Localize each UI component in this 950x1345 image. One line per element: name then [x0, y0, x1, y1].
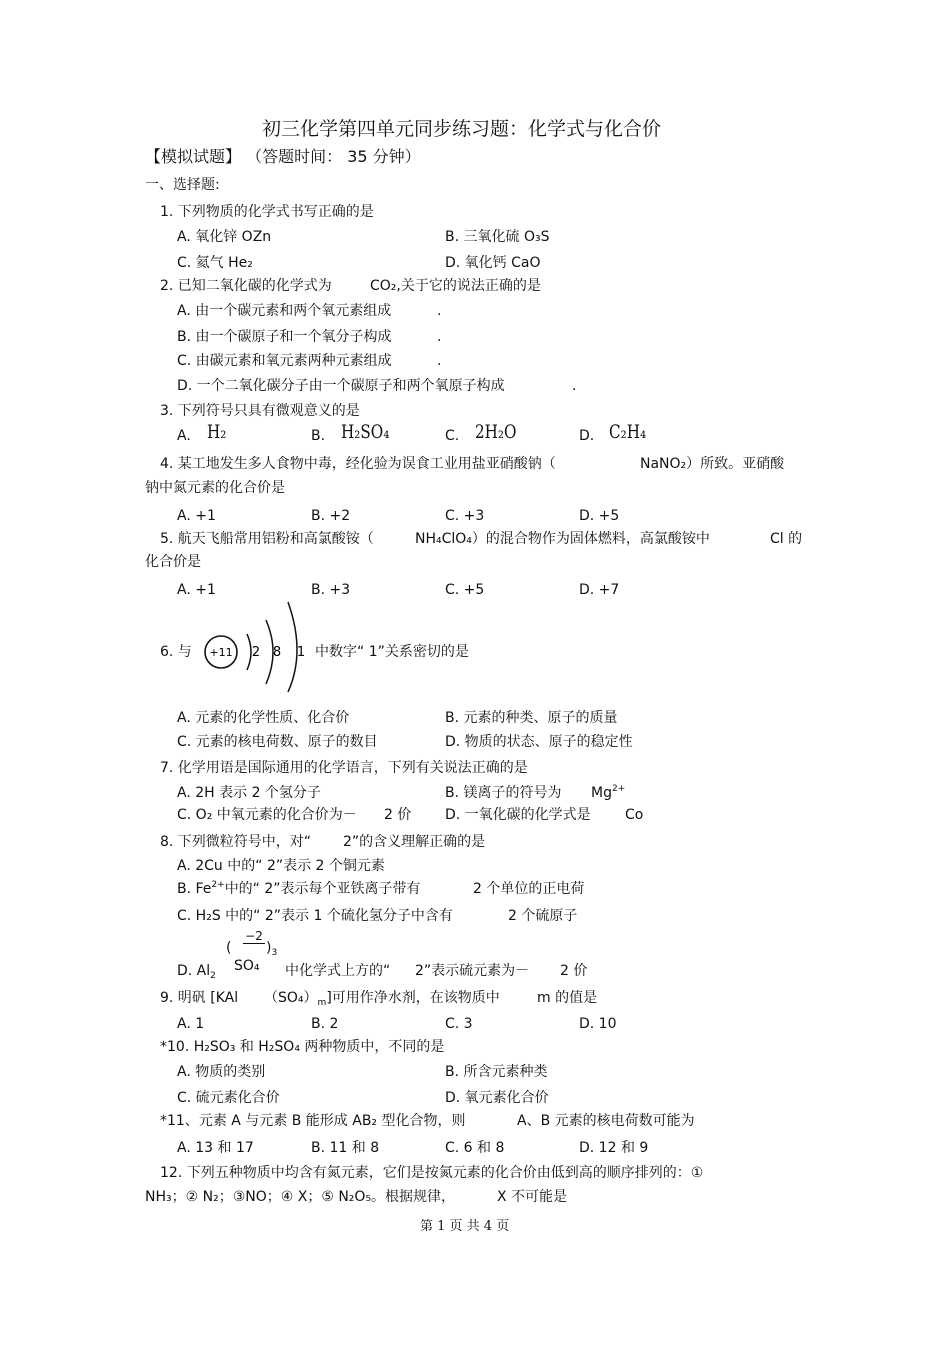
q2-dot-c: .: [437, 353, 442, 369]
q2-stem-a: 2. 已知二氧化碳的化学式为: [160, 278, 332, 294]
q7-option-b-formula: $Mg^{2+}$: [591, 784, 626, 801]
q7-mg-charge: 2+: [611, 784, 626, 794]
q12-stem-b: NH₃；② N₂；③NO；④ X；⑤ N₂O₅。根据规律，: [145, 1189, 456, 1205]
page-footer: 第 1 页 共 4 页: [420, 1219, 510, 1234]
q8-option-b: B. $Fe^{2+}$中的“ 2”表示每个亚铁离子带有: [177, 880, 421, 897]
q10-option-b: B. 所含元素种类: [445, 1064, 548, 1080]
q8-stem-b: 2”的含义理解正确的是: [343, 834, 486, 850]
q7-option-c: C. O₂ 中氧元素的化合价为－: [177, 807, 357, 823]
q11-stem-b: A、B 元素的核电荷数可能为: [517, 1113, 695, 1129]
q12-stem-c: X 不可能是: [497, 1189, 568, 1205]
q4-stem-b: NaNO₂）所致。亚硝酸: [640, 456, 785, 472]
q6-option-c: C. 元素的核电荷数、原子的数目: [177, 734, 378, 750]
q2-stem-b: CO₂,关于它的说法正确的是: [370, 278, 541, 294]
header-tag: 【模拟试题】: [145, 147, 242, 166]
q7-option-c-tail: 2 价: [384, 807, 412, 823]
q1-stem: 1. 下列物质的化学式书写正确的是: [160, 204, 374, 220]
shell-1-electrons: 2: [251, 645, 261, 660]
q9-option-b: B. 2: [311, 1016, 339, 1032]
q11-option-d: D. 12 和 9: [579, 1140, 649, 1156]
q3-formula-c: 2H₂O: [475, 421, 517, 443]
q6-stem-a: 6. 与: [160, 644, 192, 660]
q5-stem-b: NH₄ClO₄）的混合物作为固体燃料，高氯酸铵中: [415, 531, 710, 547]
q8-option-d-text3: 2 价: [560, 963, 588, 979]
q4-stem-c: 钠中氮元素的化合价是: [145, 480, 285, 496]
q1-option-c: C. 氦气 He₂: [177, 255, 253, 271]
q7-option-a: A. 2H 表示 2 个氢分子: [177, 785, 321, 801]
q8-fe-charge: 2+: [211, 880, 225, 890]
q4-option-c: C. +3: [445, 508, 485, 524]
q4-option-b: B. +2: [311, 508, 351, 524]
q8-option-c-tail: 2 个硫原子: [508, 908, 578, 924]
q2-option-b: B. 由一个碳原子和一个氧分子构成: [177, 329, 392, 345]
q6-stem-b: 中数字“ 1”关系密切的是: [315, 644, 469, 660]
q10-option-d: D. 氧元素化合价: [445, 1090, 549, 1106]
q5-option-c: C. +5: [445, 582, 485, 598]
q3-formula-d: C₂H₄: [609, 421, 647, 443]
q9-stem-b: $(SO_4)_m$]可用作净水剂，在该物质中: [264, 990, 500, 1008]
q3-option-b: B.: [311, 428, 326, 444]
q2-dot-b: .: [437, 329, 442, 345]
q3-option-a: A.: [177, 428, 191, 444]
q8-option-c: C. H₂S 中的“ 2”表示 1 个硫化氢分子中含有: [177, 908, 453, 924]
q8-sulfate-formula: SO₄: [234, 958, 260, 974]
q1-option-d: D. 氧化钙 CaO: [445, 255, 541, 271]
electron-shell-1: [247, 634, 251, 670]
q5-option-a: A. +1: [177, 582, 216, 598]
q7-option-b: B. 镁离子的符号为: [445, 785, 562, 801]
q9-option-d: D. 10: [579, 1016, 617, 1032]
q3-formula-a: H₂: [207, 421, 227, 443]
q4-option-a: A. +1: [177, 508, 216, 524]
q6-option-a: A. 元素的化学性质、化合价: [177, 710, 350, 726]
q8-option-d: D. $Al_2$: [177, 963, 216, 981]
q11-option-c: C. 6 和 8: [445, 1140, 505, 1156]
q10-stem: *10. H₂SO₃ 和 H₂SO₄ 两种物质中，不同的是: [160, 1039, 445, 1055]
q11-option-b: B. 11 和 8: [311, 1140, 380, 1156]
q2-option-c: C. 由碳元素和氧元素两种元素组成: [177, 353, 392, 369]
q9-option-c: C. 3: [445, 1016, 473, 1032]
q7-option-d-formula: Co: [625, 807, 644, 823]
q12-stem-a: 12. 下列五种物质中均含有氮元素，它们是按氮元素的化合价由低到高的顺序排列的：①: [160, 1165, 704, 1181]
q1-option-a: A. 氧化锌 OZn: [177, 229, 272, 245]
shell-3-electrons: 1: [296, 645, 306, 660]
nucleus-charge: +11: [209, 646, 233, 659]
q2-dot-a: .: [437, 303, 442, 319]
q9-option-a: A. 1: [177, 1016, 205, 1032]
q8-option-d-text2: 2”表示硫元素为－: [415, 963, 530, 979]
q5-stem-c: Cl 的: [770, 531, 803, 547]
q8-left-paren: (: [226, 940, 232, 956]
electron-shell-3: [288, 602, 297, 692]
q1-option-b: B. 三氧化硫 O₃S: [445, 229, 550, 245]
q8-stem-a: 8. 下列微粒符号中，对“: [160, 834, 312, 850]
q3-stem: 3. 下列符号只具有微观意义的是: [160, 403, 360, 419]
page-title: 初三化学第四单元同步练习题：化学式与化合价: [262, 118, 662, 140]
q7-option-d: D. 一氧化碳的化学式是: [445, 807, 591, 823]
q8-valence-mark: −2: [243, 929, 265, 944]
exam-header: [145, 148, 421, 166]
q3-formula-b: H₂SO₄: [341, 421, 390, 443]
q2-dot-d: .: [572, 378, 577, 394]
shell-2-electrons: 8: [272, 645, 282, 660]
q4-option-d: D. +5: [579, 508, 620, 524]
q2-option-a: A. 由一个碳元素和两个氧元素组成: [177, 303, 392, 319]
q4-stem-a: 4. 某工地发生多人食物中毒，经化验为误食工业用盐亚硝酸钠（: [160, 456, 556, 472]
q7-stem: 7. 化学用语是国际通用的化学语言，下列有关说法正确的是: [160, 760, 528, 776]
q6-option-d: D. 物质的状态、原子的稳定性: [445, 734, 633, 750]
atom-structure-diagram: [200, 598, 312, 696]
q8-option-a: A. 2Cu 中的“ 2”表示 2 个铜元素: [177, 858, 385, 874]
q3-option-c: C.: [445, 428, 460, 444]
header-time: （答题时间：: [246, 147, 343, 166]
q6-option-b: B. 元素的种类、原子的质量: [445, 710, 618, 726]
q10-option-a: A. 物质的类别: [177, 1064, 266, 1080]
header-minutes: 35 分钟）: [347, 147, 421, 166]
q5-option-b: B. +3: [311, 582, 351, 598]
q9-stem-a: 9. 明矾 [KAl: [160, 990, 239, 1006]
q11-stem-a: *11、元素 A 与元素 B 能形成 AB₂ 型化合物，则: [160, 1113, 466, 1129]
q5-option-d: D. +7: [579, 582, 620, 598]
section-title: 一、选择题:: [145, 177, 220, 193]
q8-right-paren: )$_3$: [266, 940, 278, 958]
q9-stem-d: m 的值是: [537, 990, 598, 1006]
q5-stem-d: 化合价是: [145, 554, 201, 570]
q5-stem-a: 5. 航天飞船常用铝粉和高氯酸铵（: [160, 531, 374, 547]
q8-option-d-text: 中化学式上方的“: [285, 963, 391, 979]
q3-option-d: D.: [579, 428, 595, 444]
q8-option-b-tail: 2 个单位的正电荷: [473, 881, 585, 897]
q11-option-a: A. 13 和 17: [177, 1140, 254, 1156]
q10-option-c: C. 硫元素化合价: [177, 1090, 280, 1106]
q2-option-d: D. 一个二氧化碳分子由一个碳原子和两个氧原子构成: [177, 378, 505, 394]
